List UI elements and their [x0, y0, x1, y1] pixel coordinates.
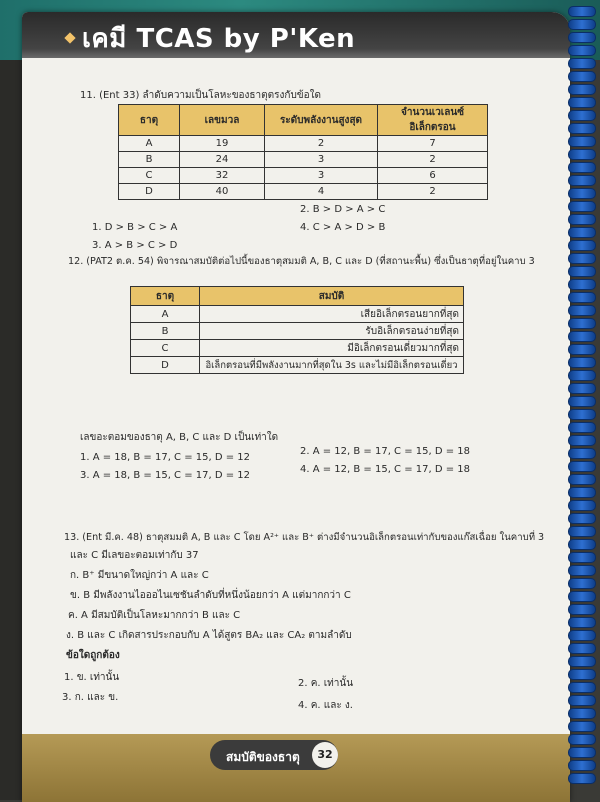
- header-title: เคมี TCAS by P'Ken: [82, 24, 356, 54]
- spiral-coil: [568, 669, 596, 680]
- spiral-coil: [568, 175, 596, 186]
- spiral-coil: [568, 110, 596, 121]
- q12-choice-3: 3. A = 18, B = 15, C = 17, D = 12: [80, 470, 251, 481]
- spiral-coil: [568, 201, 596, 212]
- q13-statement-2: ข. B มีพลังงานไอออไนเซชันลำดับที่หนึ่งน้อยกว่า A แต่มากกว่า C: [70, 590, 351, 601]
- table-row: [119, 136, 488, 152]
- spiral-coil: [568, 682, 596, 693]
- table-row: [119, 152, 488, 168]
- spiral-coil: [568, 188, 596, 199]
- q12-choice-4: 4. A = 12, B = 15, C = 17, D = 18: [300, 464, 471, 475]
- spiral-coil: [568, 292, 596, 303]
- page-number: 32: [312, 742, 338, 768]
- spiral-coil: [568, 422, 596, 433]
- spiral-coil: [568, 45, 596, 56]
- spiral-coil: [568, 409, 596, 420]
- q12-sub-prompt: เลขอะตอมของธาตุ A, B, C และ D เป็นเท่าใด: [80, 432, 279, 443]
- spiral-coil: [568, 370, 596, 381]
- footer-title: สมบัติของธาตุ: [226, 750, 300, 764]
- table-header-cell: ธาตุ: [119, 105, 180, 136]
- spiral-coil: [568, 383, 596, 394]
- spiral-coil: [568, 58, 596, 69]
- table-cell: 6: [378, 168, 488, 184]
- table-cell: 32: [180, 168, 265, 184]
- spiral-coil: [568, 695, 596, 706]
- spiral-coil: [568, 760, 596, 771]
- table-cell: 19: [180, 136, 265, 152]
- spiral-coil: [568, 578, 596, 589]
- table-cell: D: [131, 357, 200, 374]
- spiral-coil: [568, 32, 596, 43]
- spiral-coil: [568, 253, 596, 264]
- q13-choice-3: 3. ก. และ ข.: [62, 692, 119, 703]
- table-cell: B: [119, 152, 180, 168]
- table-cell: B: [131, 323, 200, 340]
- spiral-coil: [568, 526, 596, 537]
- spiral-coil: [568, 279, 596, 290]
- spiral-coil: [568, 240, 596, 251]
- table-header-cell: ระดับพลังงานสูงสุด: [265, 105, 378, 136]
- spiral-coil: [568, 214, 596, 225]
- spiral-coil: [568, 162, 596, 173]
- table-cell: 2: [378, 152, 488, 168]
- table-cell: มีอิเล็กตรอนเดี่ยวมากที่สุด: [200, 340, 464, 357]
- table-cell: D: [119, 184, 180, 200]
- spiral-coil: [568, 500, 596, 511]
- table-row: [131, 340, 464, 357]
- spiral-coil: [568, 708, 596, 719]
- spiral-coil: [568, 604, 596, 615]
- spiral-coil: [568, 84, 596, 95]
- spiral-coil: [568, 123, 596, 134]
- spiral-coil: [568, 643, 596, 654]
- spiral-coil: [568, 721, 596, 732]
- table-header-cell: ธาตุ: [131, 287, 200, 306]
- spiral-coil: [568, 474, 596, 485]
- q11-prompt: 11. (Ent 33) ลำดับความเป็นโลหะของธาตุตรงกับข้อใด: [80, 90, 322, 101]
- table-cell: 2: [265, 136, 378, 152]
- spiral-coil: [568, 630, 596, 641]
- q12-choice-2: 2. A = 12, B = 17, C = 15, D = 18: [300, 446, 471, 457]
- table-cell: 24: [180, 152, 265, 168]
- spiral-coil: [568, 71, 596, 82]
- table-cell: เสียอิเล็กตรอนยากที่สุด: [200, 306, 464, 323]
- spiral-coil: [568, 97, 596, 108]
- table-cell: 7: [378, 136, 488, 152]
- spiral-coil: [568, 773, 596, 784]
- spiral-coil: [568, 591, 596, 602]
- spiral-binding: [566, 0, 600, 800]
- q11-choice-4: 4. C > A > D > B: [300, 222, 386, 233]
- q13-prompt-line1: 13. (Ent มี.ค. 48) ธาตุสมมติ A, B และ C โดย A²⁺ และ B⁺ ต่างมีจำนวนอิเล็กตรอนเท่ากับของแก๊สเฉื่อย ในคาบที่ 3: [64, 532, 545, 543]
- q13-prompt-line2: และ C มีเลขอะตอมเท่ากับ 37: [70, 550, 199, 561]
- table-cell: 3: [265, 152, 378, 168]
- q12-choice-1: 1. A = 18, B = 17, C = 15, D = 12: [80, 452, 251, 463]
- q11-choice-1: 1. D > B > C > A: [92, 222, 178, 233]
- table-cell: C: [131, 340, 200, 357]
- spiral-coil: [568, 396, 596, 407]
- spiral-coil: [568, 6, 596, 17]
- table-row: [119, 184, 488, 200]
- table-cell: 2: [378, 184, 488, 200]
- table-cell: A: [119, 136, 180, 152]
- spiral-coil: [568, 305, 596, 316]
- spiral-coil: [568, 539, 596, 550]
- q13-statement-1: ก. B⁺ มีขนาดใหญ่กว่า A และ C: [70, 570, 209, 581]
- q12-prompt: 12. (PAT2 ต.ค. 54) พิจารณาสมบัติต่อไปนี้ของธาตุสมมติ A, B, C และ D (ที่สถานะพื้น) ซึ่งเป็นธาตุที่อยู่ในคาบ 3: [68, 256, 535, 267]
- table-cell: 40: [180, 184, 265, 200]
- q13-choice-1: 1. ข. เท่านั้น: [64, 672, 120, 683]
- table-row: [131, 306, 464, 323]
- table-row: [131, 357, 464, 374]
- spiral-coil: [568, 344, 596, 355]
- spiral-coil: [568, 747, 596, 758]
- spiral-coil: [568, 552, 596, 563]
- table-row: [119, 168, 488, 184]
- q11-table: [118, 104, 488, 200]
- spiral-coil: [568, 266, 596, 277]
- q11-choice-2: 2. B > D > A > C: [300, 204, 386, 215]
- spiral-coil: [568, 149, 596, 160]
- spiral-coil: [568, 734, 596, 745]
- q13-question: ข้อใดถูกต้อง: [66, 650, 120, 661]
- table-row: [131, 323, 464, 340]
- table-cell: อิเล็กตรอนที่มีพลังงานมากที่สุดใน 3s และไม่มีอิเล็กตรอนเดี่ยว: [200, 357, 464, 374]
- spiral-coil: [568, 331, 596, 342]
- q13-choice-4: 4. ค. และ ง.: [298, 700, 353, 711]
- spiral-coil: [568, 461, 596, 472]
- spiral-coil: [568, 565, 596, 576]
- spiral-coil: [568, 513, 596, 524]
- table-cell: รับอิเล็กตรอนง่ายที่สุด: [200, 323, 464, 340]
- spiral-coil: [568, 435, 596, 446]
- spiral-coil: [568, 357, 596, 368]
- q13-statement-3: ค. A มีสมบัติเป็นโลหะมากกว่า B และ C: [68, 610, 241, 621]
- spiral-coil: [568, 136, 596, 147]
- table-cell: 3: [265, 168, 378, 184]
- table-cell: C: [119, 168, 180, 184]
- table-cell: 4: [265, 184, 378, 200]
- spiral-coil: [568, 656, 596, 667]
- spiral-coil: [568, 227, 596, 238]
- table-header-row: [131, 287, 464, 306]
- spiral-coil: [568, 448, 596, 459]
- table-cell: A: [131, 306, 200, 323]
- table-header-row: [119, 105, 488, 136]
- table-header-cell: สมบัติ: [200, 287, 464, 306]
- spiral-coil: [568, 617, 596, 628]
- q11-choice-3: 3. A > B > C > D: [92, 240, 178, 251]
- q13-choice-2: 2. ค. เท่านั้น: [298, 678, 354, 689]
- q12-table: [130, 286, 464, 374]
- q13-statement-4: ง. B และ C เกิดสารประกอบกับ A ได้สูตร BA₂ และ CA₂ ตามลำดับ: [66, 630, 352, 641]
- spiral-coil: [568, 19, 596, 30]
- table-header-cell: จำนวนเวเลนซ์อิเล็กตรอน: [378, 105, 488, 136]
- table-header-cell: เลขมวล: [180, 105, 265, 136]
- spiral-coil: [568, 318, 596, 329]
- spiral-coil: [568, 487, 596, 498]
